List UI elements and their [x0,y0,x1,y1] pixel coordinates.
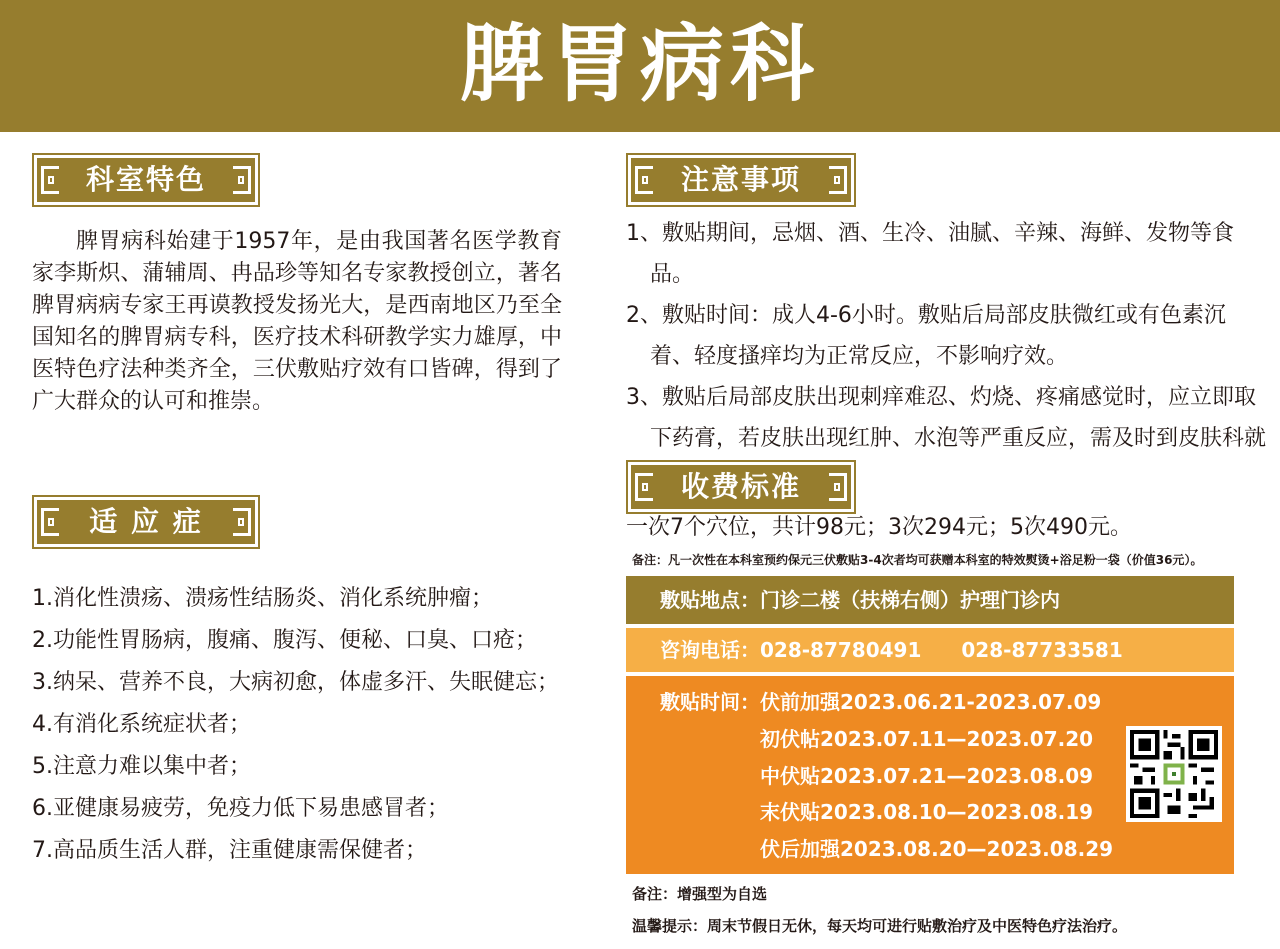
section-header-fees [628,462,854,512]
phone-bar [626,628,1234,672]
page-title: 脾胃病科 [459,15,820,113]
list-item: 7.高品质生活人群，注重健康需保健者； [32,838,427,863]
list-item: 4.有消化系统症状者； [32,712,251,737]
section-header-notes [628,155,854,205]
location-bar: 敷贴地点：门诊二楼（扶梯右侧）护理门诊内 [626,576,1234,624]
section-title-fees: 收费标准 [680,470,801,503]
qr-code-icon[interactable] [1126,726,1222,822]
schedule-panel [626,676,1234,874]
indications-list [32,578,592,872]
section-title-notes: 注意事项 [680,163,801,196]
list-item: 2、敷贴时间：成人4-6小时。敷贴后局部皮肤微红或有色素沉着、轻度搔痒均为正常反应，不影响疗效。 [626,303,1226,369]
section-header-indications [34,497,258,547]
list-item: 2.功能性胃肠病，腹痛、腹泻、便秘、口臭、口疮； [32,628,537,653]
phone-number[interactable]: 028-87780491 [760,638,922,662]
list-item: 1、敷贴期间，忌烟、酒、生冷、油腻、辛辣、海鲜、发物等食品。 [626,221,1234,287]
phone-number[interactable]: 028-87733581 [961,638,1123,662]
schedule-row: 中伏贴2023.07.21—2023.08.09 [760,764,1094,788]
schedule-row: 末伏贴2023.08.10—2023.08.19 [760,800,1094,824]
fees-note: 备注：凡一次性在本科室预约保元三伏敷贴3-4次者均可获赠本科室的特效熨烫+浴足粉一袋（价值36元）。 [632,553,1203,567]
footnote-tip: 温馨提示：周末节假日无休，每天均可进行贴敷治疗及中医特色疗法治疗。 [632,917,1128,935]
ornament-icon [233,508,251,536]
ornament-icon [829,473,847,501]
list-item: 5.注意力难以集中者； [32,754,251,779]
schedule-label: 敷贴时间： [660,690,760,714]
features-text: 脾胃病科始建于1957年，是由我国著名医学教育家李斯炽、蒲辅周、冉品珍等知名专家教授创立，著名脾胃病病专家王再谟教授发扬光大，是西南地区乃至全国知名的脾胃病专科，医疗技术科研教学实力雄厚，中医特色疗法种类齐全，三伏敷贴疗效有口皆碑，得到了广大群众的认可和推崇。 [32,229,562,414]
schedule-row: 初伏帖2023.07.11—2023.07.20 [760,727,1094,751]
schedule-row: 伏前加强2023.06.21-2023.07.09 [760,690,1102,714]
list-item: 3、敷贴后局部皮肤出现刺痒难忍、灼烧、疼痛感觉时，应立即取下药膏，若皮肤出现红肿、水泡等严重反应，需及时到皮肤科就 [626,385,1267,451]
notes-list [626,213,1266,500]
section-title-features: 科室特色 [85,163,206,196]
footnote-optional: 备注：增强型为自选 [632,885,768,903]
schedule-row: 伏后加强2023.08.20—2023.08.29 [760,837,1114,861]
ornament-icon [829,166,847,194]
list-item: 3.纳呆、营养不良，大病初愈，体虚多汗、失眠健忘； [32,670,559,695]
list-item: 1.消化性溃疡、溃疡性结肠炎、消化系统肿瘤； [32,586,493,611]
fees-text: 一次7个穴位，共计98元；3次294元；5次490元。 [626,515,1132,540]
title-banner [0,0,1280,132]
section-title-indications: 适 应 症 [89,505,203,538]
phone-label: 咨询电话： [660,638,760,662]
list-item: 6.亚健康易疲劳，免疫力低下易患感冒者； [32,796,449,821]
section-header-features [34,155,258,205]
ornament-icon [233,166,251,194]
